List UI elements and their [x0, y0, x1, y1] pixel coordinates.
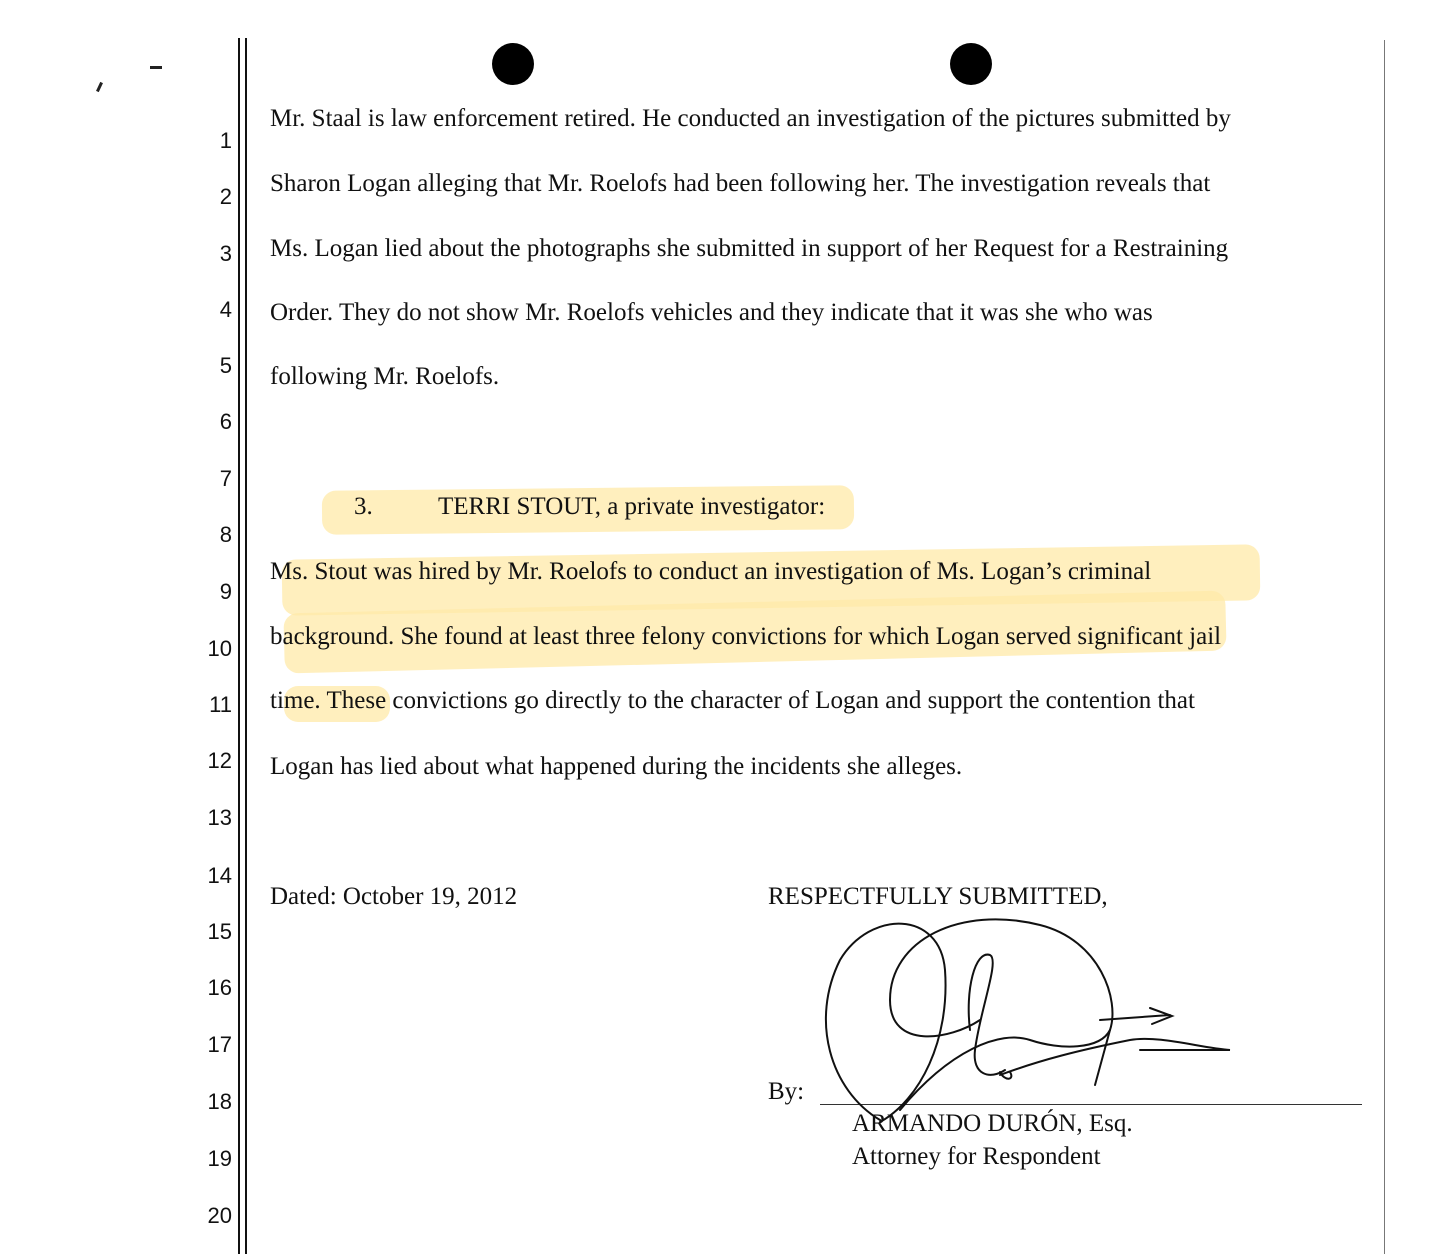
body-line: Mr. Staal is law enforcement retired. He conducted an investigation of the pictures submitted by	[270, 105, 1231, 132]
line-number: 15	[207, 919, 232, 944]
line-number: 7	[219, 466, 232, 491]
signature-image	[800, 900, 1260, 1140]
line-number: 12	[207, 748, 232, 773]
body-line: Sharon Logan alleging that Mr. Roelofs had been following her. The investigation reveals that	[270, 170, 1211, 197]
line-number: 9	[219, 579, 232, 604]
section-number: 3.	[354, 493, 373, 520]
right-margin-rule	[1384, 40, 1385, 1254]
line-number: 4	[219, 297, 232, 322]
attorney-name: ARMANDO DURÓN, Esq.	[852, 1110, 1133, 1137]
body-line: following Mr. Roelofs.	[270, 363, 500, 390]
line-number: 3	[219, 241, 232, 266]
body-line: Order. They do not show Mr. Roelofs vehicles and they indicate that it was she who was	[270, 299, 1153, 326]
body-line: time. These convictions go directly to the character of Logan and support the contention that	[270, 687, 1195, 714]
line-number: 10	[207, 636, 232, 661]
line-number: 16	[207, 975, 232, 1000]
attorney-title: Attorney for Respondent	[852, 1143, 1101, 1170]
line-number: 20	[207, 1203, 232, 1228]
line-number: 2	[219, 184, 232, 209]
closing-text: RESPECTFULLY SUBMITTED,	[768, 883, 1108, 910]
scan-mark	[96, 82, 103, 92]
body-line: background. She found at least three felony convictions for which Logan served significant jail	[270, 623, 1222, 650]
body-line: Logan has lied about what happened during the incidents she alleges.	[270, 753, 963, 780]
line-number: 19	[207, 1146, 232, 1171]
line-number: 17	[207, 1032, 232, 1057]
line-number: 5	[219, 353, 232, 378]
section-heading: TERRI STOUT, a private investigator:	[438, 493, 826, 520]
line-number: 11	[209, 692, 232, 717]
body-line: Ms. Logan lied about the photographs she submitted in support of her Request for a Restraining	[270, 235, 1229, 262]
punch-hole-left	[492, 43, 534, 85]
left-margin-rule-inner	[245, 38, 247, 1254]
line-number: 6	[219, 409, 232, 434]
dated-line: Dated: October 19, 2012	[270, 883, 518, 910]
line-number: 8	[219, 522, 232, 547]
line-number: 1	[219, 128, 232, 153]
body-line: Ms. Stout was hired by Mr. Roelofs to conduct an investigation of Ms. Logan’s criminal	[270, 558, 1152, 585]
scan-mark	[150, 66, 162, 69]
punch-hole-right	[950, 43, 992, 85]
line-number: 18	[207, 1089, 232, 1114]
line-number: 13	[207, 805, 232, 830]
by-label: By:	[768, 1078, 805, 1105]
line-number: 14	[207, 863, 232, 888]
left-margin-rule-outer	[238, 38, 240, 1254]
